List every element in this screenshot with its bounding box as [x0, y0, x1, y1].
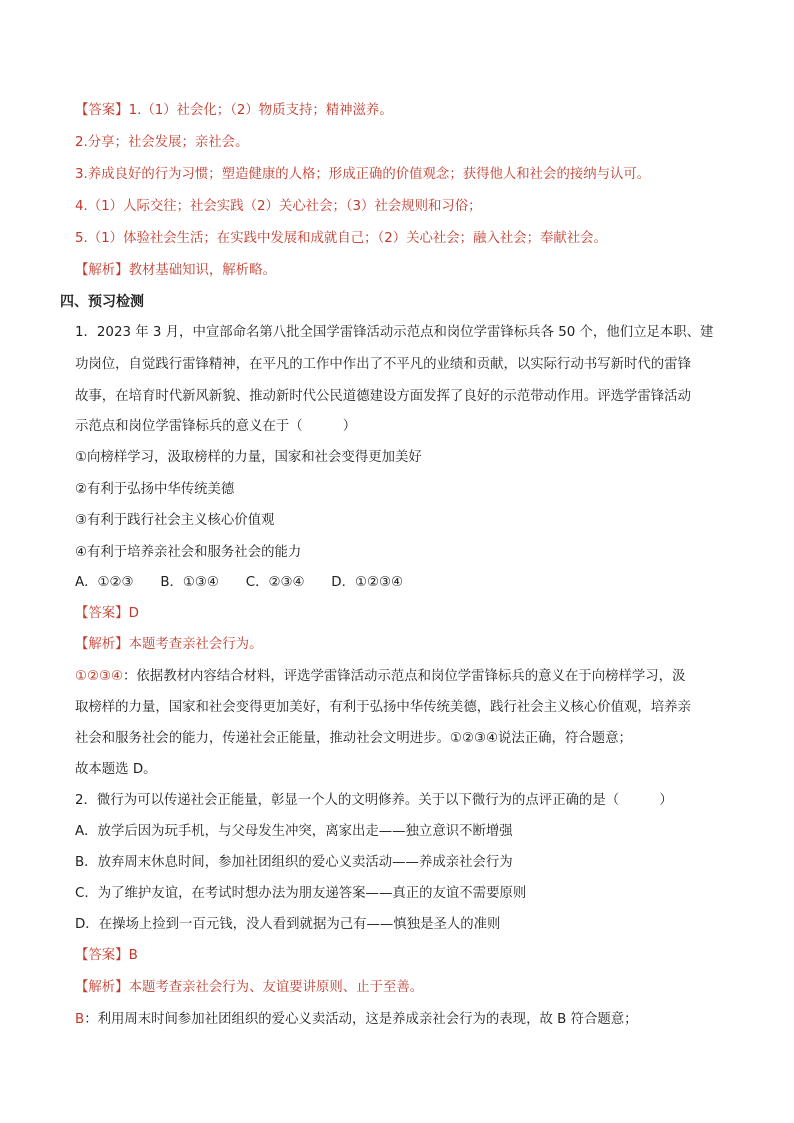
analysis-text: 教材基础知识，解析略。 — [128, 263, 276, 278]
answer-line-4: 4.（1）人际交往；社会实践（2）关心社会；（3）社会规则和习俗； — [75, 199, 482, 214]
analysis-tag: 【解析】 — [75, 263, 129, 278]
q1-stem-line-4: 示范点和岗位学雷锋标兵的意义在于（ ） — [75, 419, 357, 434]
q2-option-b: B．放弃周末休息时间，参加社团组织的爱心义卖活动——养成亲社会行为 — [75, 855, 513, 870]
answer-text: 1.（1）社会化；（2）物质支持；精神滋养。 — [128, 103, 393, 118]
answer-tag: 【答案】 — [75, 103, 129, 118]
q1-stem-line-2: 功岗位，自觉践行雷锋精神，在平凡的工作中作出了不平凡的业绩和贡献，以实际行动书写新时代的雷锋 — [75, 357, 691, 372]
q1-stem-line-3: 故事，在培育时代新风新貌、推动新时代公民道德建设方面发挥了良好的示范带动作用。评选学雷锋活动 — [75, 389, 691, 404]
q2-option-a: A．放学后因为玩手机，与父母发生冲突，离家出走——独立意识不断增强 — [75, 824, 513, 839]
answer-line-1 — [75, 101, 393, 121]
q2-answer — [75, 946, 138, 966]
q2-stem: 2．微行为可以传递社会正能量，彰显一个人的文明修养。关于以下微行为的点评正确的是（ ） — [75, 793, 673, 808]
q1-explanation-line-1 — [75, 667, 685, 687]
q2-explanation-line-1 — [75, 1010, 638, 1030]
q1-analysis-text: 本题考查亲社会行为。 — [128, 637, 263, 652]
q1-explanation-line-4: 故本题选 D。 — [75, 762, 157, 777]
q1-explanation-text: ：依据教材内容结合材料，评选学雷锋活动示范点和岗位学雷锋标兵的意义在于向榜样学习，汲 — [123, 669, 686, 684]
q1-answer — [75, 604, 139, 624]
q2-explanation-lead: B — [75, 1012, 85, 1027]
analysis-line — [75, 261, 276, 281]
q1-answer-tag: 【答案】 — [75, 606, 129, 621]
q1-analysis-tag: 【解析】 — [75, 637, 129, 652]
q1-option-3: ③有利于践行社会主义核心价值观 — [75, 513, 275, 528]
q2-analysis-text: 本题考查亲社会行为、友谊要讲原则、止于至善。 — [128, 980, 424, 995]
answer-line-5: 5.（1）体验社会生活；在实践中发展和成就自己；（2）关心社会；融入社会；奉献社会。 — [75, 231, 607, 246]
q1-explanation-line-2: 取榜样的力量，国家和社会变得更加美好，有利于弘扬中华传统美德，践行社会主义核心价值观，培养亲 — [75, 700, 691, 715]
q1-answer-value: D — [128, 606, 139, 621]
q1-option-2: ②有利于弘扬中华传统美德 — [75, 482, 235, 497]
q1-stem-line-1: 1．2023 年 3 月，中宣部命名第八批全国学雷锋活动示范点和岗位学雷锋标兵各 50 个，他们立足本职、建 — [75, 325, 714, 340]
q2-explanation-text: ：利用周末时间参加社团组织的爱心义卖活动，这是养成亲社会行为的表现，故 B 符合题意； — [84, 1012, 638, 1027]
q1-option-1: ①向榜样学习，汲取榜样的力量，国家和社会变得更加美好 — [75, 450, 422, 465]
q1-explanation-lead: ①②③④ — [75, 669, 124, 684]
answer-line-3: 3.养成良好的行为习惯；塑造健康的人格；形成正确的价值观念；获得他人和社会的接纳与认可。 — [75, 167, 651, 182]
q2-answer-value: B — [128, 948, 138, 963]
q2-option-d: D．在操场上捡到一百元钱，没人看到就据为己有——慎独是圣人的准则 — [75, 917, 501, 932]
q1-option-4: ④有利于培养亲社会和服务社会的能力 — [75, 545, 302, 560]
q2-option-c: C．为了维护友谊，在考试时想办法为朋友递答案——真正的友谊不需要原则 — [75, 886, 527, 901]
answer-line-2: 2.分享；社会发展；亲社会。 — [75, 135, 249, 150]
q2-answer-tag: 【答案】 — [75, 948, 129, 963]
q2-analysis — [75, 978, 423, 998]
q1-explanation-line-3: 社会和服务社会的能力，传递社会正能量，推动社会文明进步。①②③④说法正确，符合题意； — [75, 731, 632, 746]
q1-analysis — [75, 635, 262, 655]
q1-choices: A．①②③ B．①③④ C．②③④ D．①②③④ — [75, 575, 403, 590]
q2-analysis-tag: 【解析】 — [75, 980, 129, 995]
section-title: 四、预习检测 — [60, 294, 144, 310]
